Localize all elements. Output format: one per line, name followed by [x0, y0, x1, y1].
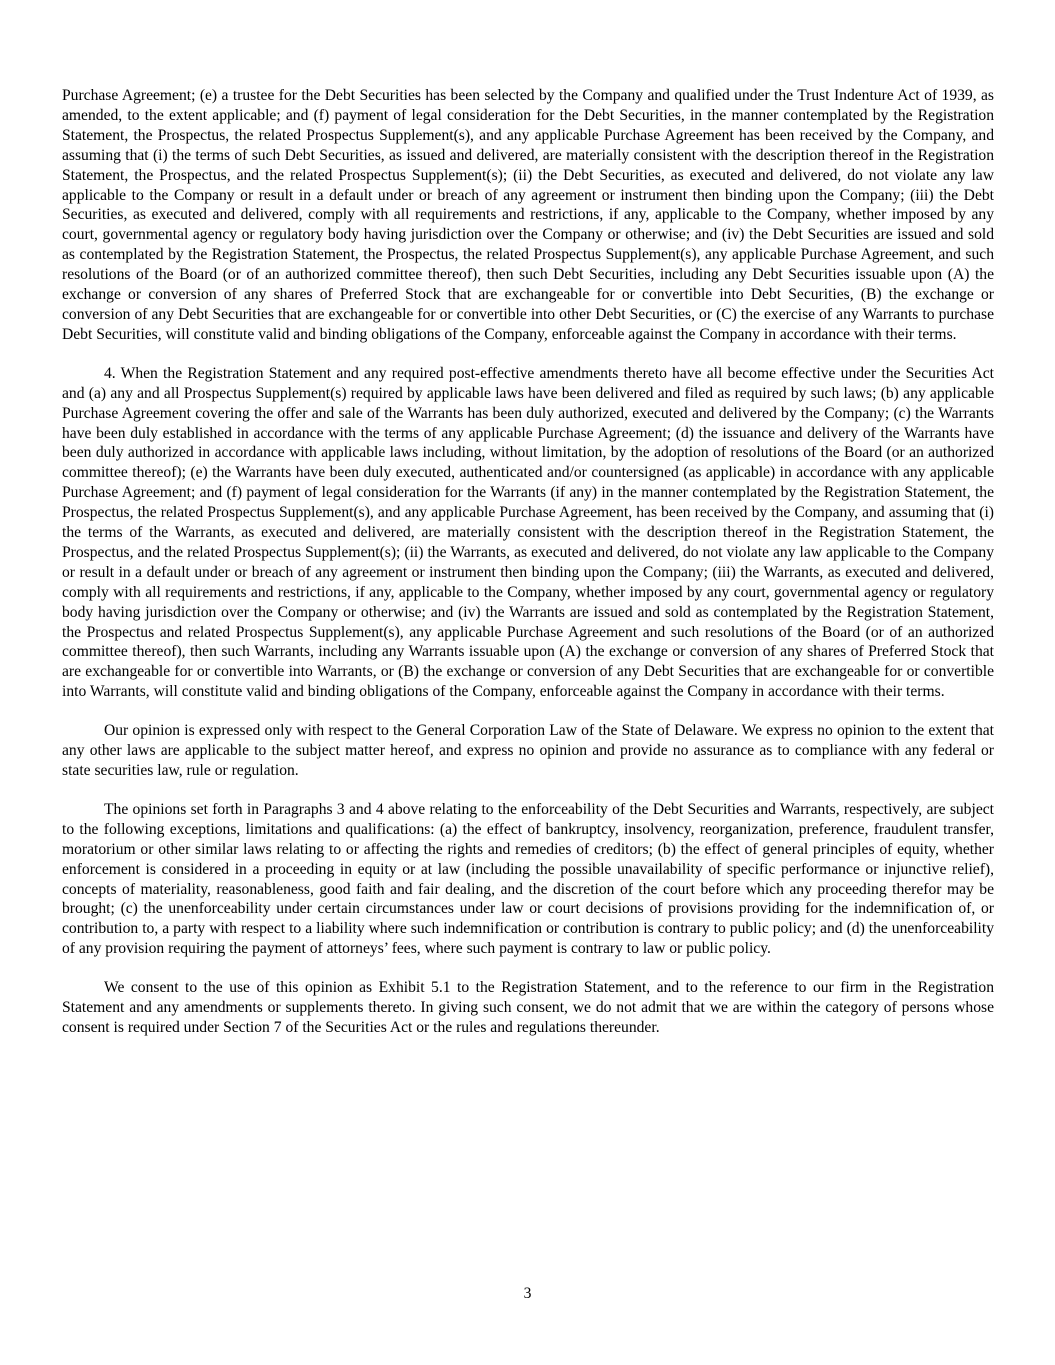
paragraph-4-warrants: 4. When the Registration Statement and any required post-effective amendments thereto have all become effective under the Securities Act and (a) any and all Prospectus Supplement(s) required by applicable laws have been delivered and filed as required by such laws; (b) any applicable Purchase Agreement covering the offer and sale of the Warrants has been duly authorized, executed and delivered by the Company; (c) the Warrants have been duly established in accordance with the terms of any applicable Purchase Agreement; (d) the issuance and delivery of the Warrants have been duly authorized in accordance with applicable laws including, without limitation, by the adoption of resolutions of the Board (or an authorized committee thereof); (e) the Warrants have been duly executed, authenticated and/or countersigned (as applicable) in accordance with any applicable Purchase Agreement; and (f) payment of legal consideration for the Warrants (if any) in the manner contemplated by the Registration Statement, the Prospectus, the related Prospectus Supplement(s), and any applicable Purchase Agreement, has been received by the Company, and assuming that (i) the terms of the Warrants, as executed and delivered, are materially consistent with the description thereof in the Registration Statement, the Prospectus, and the related Prospectus Supplement(s); (ii) the Warrants, as executed and delivered, do not violate any law applicable to the Company or result in a default under or breach of any agreement or instrument then binding upon the Company; (iii) the Warrants, as executed and delivered, comply with all requirements and restrictions, if any, applicable to the Company, whether imposed by any court, governmental agency or regulatory body having jurisdiction over the Company or otherwise; and (iv) the Warrants are issued and sold as contemplated by the Registration Statement, the Prospectus and related Prospectus Supplement(s), any applicable Purchase Agreement and such resolutions of the Board (or of an authorized committee thereof), then such Warrants, including any Warrants issuable upon (A) the exchange or conversion of any shares of Preferred Stock that are exchangeable for or convertible into Warrants, or (B) the exchange or conversion of any Debt Securities that are exchangeable for or convertible into Warrants, will constitute valid and binding obligations of the Company, enforceable against the Company in accordance with their terms.: [62, 364, 994, 701]
document-body: [62, 86, 994, 1057]
paragraph-consent: We consent to the use of this opinion as Exhibit 5.1 to the Registration Statement, and to the reference to our firm in the Registration Statement and any amendments or supplements thereto. In giving such consent, we do not admit that we are within the category of persons whose consent is required under Section 7 of the Securities Act or the rules and regulations thereunder.: [62, 979, 994, 1036]
paragraph-exceptions-limitations: The opinions set forth in Paragraphs 3 and 4 above relating to the enforceability of the Debt Securities and Warrants, respectively, are subject to the following exceptions, limitations and qualifications: (a) the effect of bankruptcy, insolvency, reorganization, preference, fraudulent transfer, moratorium or other similar laws relating to or affecting the rights and remedies of creditors; (b) the effect of general principles of equity, whether enforcement is considered in a proceeding in equity or at law (including the possible unavailability of specific performance or injunctive relief), concepts of materiality, reasonableness, good faith and fair dealing, and the discretion of the court before which any proceeding therefor may be brought; (c) the unenforceability under certain circumstances under law or court decisions of provisions providing for the indemnification of, or contribution to, a party with respect to a liability where such indemnification or contribution is contrary to public policy; and (d) the unenforceability of any provision requiring the payment of attorneys’ fees, where such payment is contrary to law or public policy.: [62, 800, 994, 958]
paragraph-continuation-debt-securities: Purchase Agreement; (e) a trustee for the Debt Securities has been selected by the Company and qualified under the Trust Indenture Act of 1939, as amended, to the extent applicable; and (f) payment of legal consideration for the Debt Securities, in the manner contemplated by the Registration Statement, the Prospectus, the related Prospectus Supplement(s), and any applicable Purchase Agreement has been received by the Company, and assuming that (i) the terms of such Debt Securities, as issued and delivered, are materially consistent with the description thereof in the Registration Statement, the Prospectus, and the related Prospectus Supplement(s); (ii) the Debt Securities, as executed and delivered, do not violate any law applicable to the Company or result in a default under or breach of any agreement or instrument then binding upon the Company; (iii) the Debt Securities, as executed and delivered, comply with all requirements and restrictions, if any, applicable to the Company, whether imposed by any court, governmental agency or regulatory body having jurisdiction over the Company or otherwise; and (iv) the Debt Securities are issued and sold as contemplated by the Registration Statement, the Prospectus, the related Prospectus Supplement(s), any applicable Purchase Agreement, and such resolutions of the Board (or of an authorized committee thereof), then such Debt Securities, including any Debt Securities issuable upon (A) the exchange or conversion of any shares of Preferred Stock that are exchangeable for or convertible into Debt Securities, (B) the exchange or conversion of any Debt Securities that are exchangeable for or convertible into other Debt Securities, or (C) the exercise of any Warrants to purchase Debt Securities, will constitute valid and binding obligations of the Company, enforceable against the Company in accordance with their terms.: [62, 87, 994, 343]
page-number: 3: [523, 1285, 532, 1302]
paragraph-opinion-scope: Our opinion is expressed only with respect to the General Corporation Law of the State of Delaware. We express no opinion to the extent that any other laws are applicable to the subject matter hereof, and express no opinion and provide no assurance as to compliance with any federal or state securities law, rule or regulation.: [62, 722, 994, 779]
